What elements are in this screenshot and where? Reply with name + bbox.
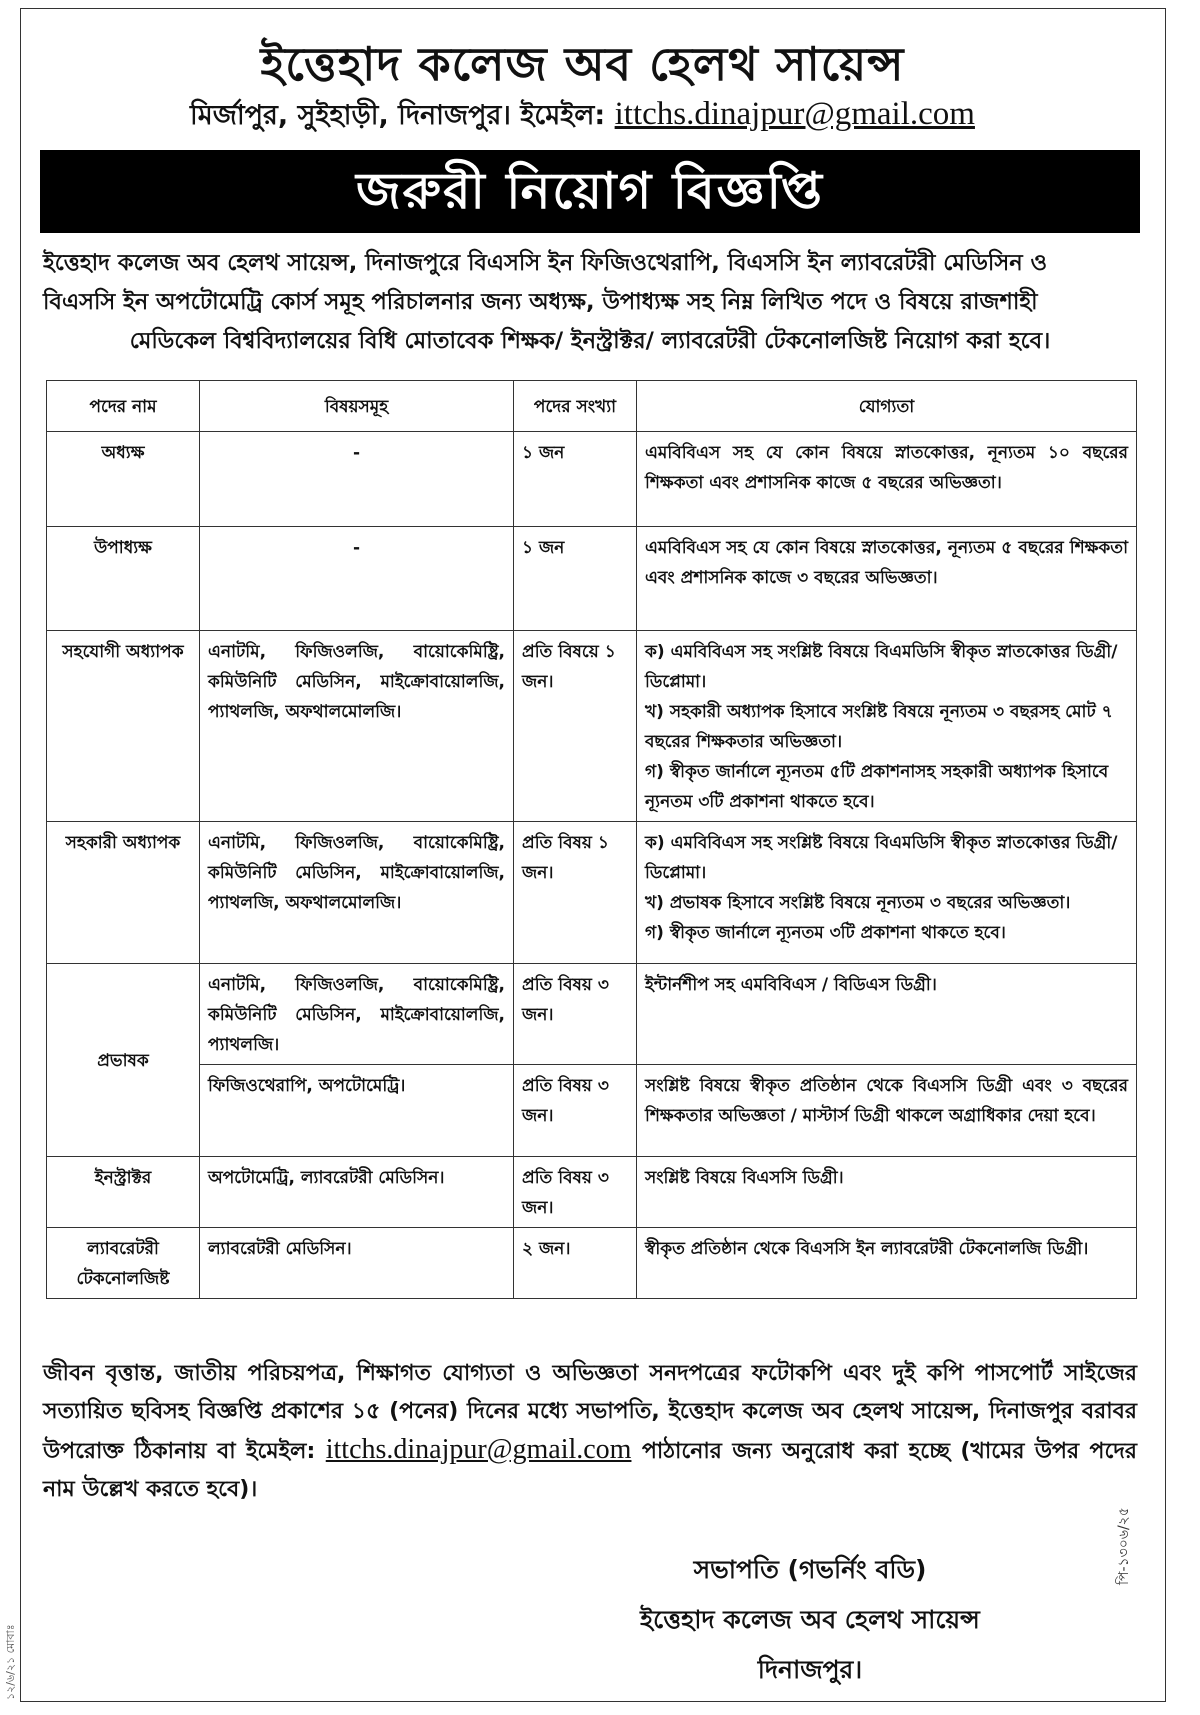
signatory-location: দিনাজপুর। [757,1655,863,1684]
intro-line-3: মেডিকেল বিশ্ববিদ্যালয়ের বিধি মোতাবেক শিক্ষক/ ইনস্ট্রাক্টর/ ল্যাবরেটরী টেকনোলজিষ্ট নিয়োগ করা হবে। [129,328,1051,354]
post-cell [47,1228,200,1299]
table-row [47,1065,1137,1157]
table-row [47,527,1137,631]
count-cell: ১ জন [514,527,637,631]
count-cell: ২ জন। [514,1228,637,1299]
table-row [47,432,1137,527]
intro-line-2: বিএসসি ইন অপটোমেট্রি কোর্স সমূহ পরিচালনার জন্য অধ্যক্ষ, উপাধ্যক্ষ সহ নিম্ন লিখিত পদে ও বিষয়ে রাজশাহী [43,289,1038,315]
count-cell: প্রতি বিষয় ৩ জন। [514,1065,637,1157]
post-cell-line: টেকনোলজিষ্ট [76,1269,170,1289]
header-email-link[interactable]: ittchs.dinajpur@gmail.com [614,96,975,132]
post-cell: প্রভাষক [47,964,200,1157]
qualification-item: গ) স্বীকৃত জার্নালে ন্যূনতম ৩টি প্রকাশনা থাকতে হবে। [645,923,1006,943]
signatory-institution: ইত্তেহাদ কলেজ অব হেলথ সায়েন্স [640,1605,980,1634]
qualification-cell [637,631,1137,822]
qualification-item: খ) সহকারী অধ্যাপক হিসাবে সংশ্লিষ্ট বিষয়ে নূন্যতম ৩ বছরসহ মোট ৭ বছরের শিক্ষকতার অভিজ্ঞতা। [645,702,1113,752]
qualification-item: গ) স্বীকৃত জার্নালে ন্যূনতম ৫টি প্রকাশনাসহ সহকারী অধ্যাপক হিসাবে ন্যূনতম ৩টি প্রকাশনা থাকতে হবে। [645,762,1109,812]
post-cell: সহকারী অধ্যাপক [47,822,200,964]
count-cell: প্রতি বিষয় ৩ জন। [514,1157,637,1228]
count-cell: প্রতি বিষয় ৩ জন। [514,964,637,1065]
subjects-cell: এনাটমি, ফিজিওলজি, বায়োকেমিষ্ট্রি, কমিউনিটি মেডিসিন, মাইক্রোবায়োলজি, প্যাথলজি। [200,964,514,1065]
application-instructions [43,1355,1137,1509]
post-cell: উপাধ্যক্ষ [47,527,200,631]
table-row [47,964,1137,1065]
count-cell: ১ জন [514,432,637,527]
table-row [47,1157,1137,1228]
college-title: ইত্তেহাদ কলেজ অব হেলথ সায়েন্স [260,37,905,91]
subjects-cell: - [200,432,514,527]
notice-banner: জরুরী নিয়োগ বিজ্ঞপ্তি [40,150,1140,233]
table-row [47,631,1137,822]
qualification-cell: স্বীকৃত প্রতিষ্ঠান থেকে বিএসসি ইন ল্যাবরেটরী টেকনোলজি ডিগ্রী। [637,1228,1137,1299]
subjects-cell: ফিজিওথেরাপি, অপটোমেট্রি। [200,1065,514,1157]
reference-number: পি-১৩০৬/২৫ [1116,1507,1132,1585]
qualification-cell [637,822,1137,964]
post-cell: সহযোগী অধ্যাপক [47,631,200,822]
address-text: মির্জাপুর, সুইহাড়ী, দিনাজপুর। ইমেইল: [190,100,606,131]
qualification-item: ক) এমবিবিএস সহ সংশ্লিষ্ট বিষয়ে বিএমডিসি স্বীকৃত স্নাতকোত্তর ডিগ্রী/ডিপ্লোমা। [645,833,1118,883]
post-cell: ইনস্ট্রাক্টর [47,1157,200,1228]
qualification-item: খ) প্রভাষক হিসাবে সংশ্লিষ্ট বিষয়ে নূন্যতম ৩ বছরের অভিজ্ঞতা। [645,893,1071,913]
qualification-cell: এমবিবিএস সহ যে কোন বিষয়ে স্নাতকোত্তর, নূন্যতম ৫ বছরের শিক্ষকতা এবং প্রশাসনিক কাজে ৩ বছরের অভিজ্ঞতা। [637,527,1137,631]
qualification-cell: এমবিবিএস সহ যে কোন বিষয়ে স্নাতকোত্তর, নূন্যতম ১০ বছরের শিক্ষকতা এবং প্রশাসনিক কাজে ৫ বছরের অভিজ্ঞতা। [637,432,1137,527]
footer-email-link[interactable]: ittchs.dinajpur@gmail.com [325,1434,632,1465]
subjects-cell: অপটোমেট্রি, ল্যাবরেটরী মেডিসিন। [200,1157,514,1228]
vacancy-table [46,380,1137,1299]
post-cell: অধ্যক্ষ [47,432,200,527]
edge-annotation: ১২/৬/২১ মোবাঃ [4,1624,17,1700]
instructions-text: জীবন বৃত্তান্ত, জাতীয় পরিচয়পত্র, শিক্ষাগত যোগ্যতা ও অভিজ্ঞতা সনদপত্রের ফটোকপি এবং দুই কপি পাসপোর্ট সাইজের সত্যায়িত ছবিসহ বিজ্ঞপ্তি প্রকাশের ১৫ (পনের) দিনের মধ্যে সভাপতি, ইত্তেহাদ কলেজ অব হেলথ সায়েন্স, দিনাজপুর বরাবর উপরোক্ত ঠিকানায় বা ইমেইল: [43,1361,1137,1464]
qualification-cell: সংশ্লিষ্ট বিষয়ে স্বীকৃত প্রতিষ্ঠান থেকে বিএসসি ডিগ্রী এবং ৩ বছরের শিক্ষকতার অভিজ্ঞতা / মাস্টার্স ডিগ্রী থাকলে অগ্রাধিকার দেয়া হবে। [637,1065,1137,1157]
qualification-cell: সংশ্লিষ্ট বিষয়ে বিএসসি ডিগ্রী। [637,1157,1137,1228]
qualification-cell: ইন্টার্নশীপ সহ এমবিবিএস / বিডিএস ডিগ্রী। [637,964,1137,1065]
header-post: পদের নাম [47,381,200,432]
post-cell-line: ল্যাবরেটরী [87,1239,159,1259]
table-row [47,822,1137,964]
subjects-cell: এনাটমি, ফিজিওলজি, বায়োকেমিষ্ট্রি, কমিউনিটি মেডিসিন, মাইক্রোবায়োলজি, প্যাথলজি, অফথালমোলজি। [200,631,514,822]
subjects-cell: - [200,527,514,631]
table-row [47,1228,1137,1299]
address-line [0,95,1165,140]
header-subjects: বিষয়সমূহ [200,381,514,432]
table-header-row [47,381,1137,432]
instructions-text-end: পাঠানোর জন্য অনুরোধ করা হচ্ছে (খামের উপর পদের নাম উল্লেখ করতে হবে)। [43,1439,1137,1502]
signatory-title: সভাপতি (গভর্নিং বডি) [693,1555,927,1584]
intro-line-1: ইত্তেহাদ কলেজ অব হেলথ সায়েন্স, দিনাজপুরে বিএসসি ইন ফিজিওথেরাপি, বিএসসি ইন ল্যাবরেটরী মেডিসিন ও [43,250,1048,276]
count-cell: প্রতি বিষয়ে ১ জন। [514,631,637,822]
count-cell: প্রতি বিষয় ১ জন। [514,822,637,964]
subjects-cell: এনাটমি, ফিজিওলজি, বায়োকেমিষ্ট্রি, কমিউনিটি মেডিসিন, মাইক্রোবায়োলজি, প্যাথলজি, অফথালমোলজি। [200,822,514,964]
header-count: পদের সংখ্যা [514,381,637,432]
signature-block [560,1545,1060,1695]
intro-paragraph [43,244,1137,361]
header-qualification: যোগ্যতা [637,381,1137,432]
subjects-cell: ল্যাবরেটরী মেডিসিন। [200,1228,514,1299]
qualification-item: ক) এমবিবিএস সহ সংশ্লিষ্ট বিষয়ে বিএমডিসি স্বীকৃত স্নাতকোত্তর ডিগ্রী/ডিপ্লোমা। [645,642,1118,692]
